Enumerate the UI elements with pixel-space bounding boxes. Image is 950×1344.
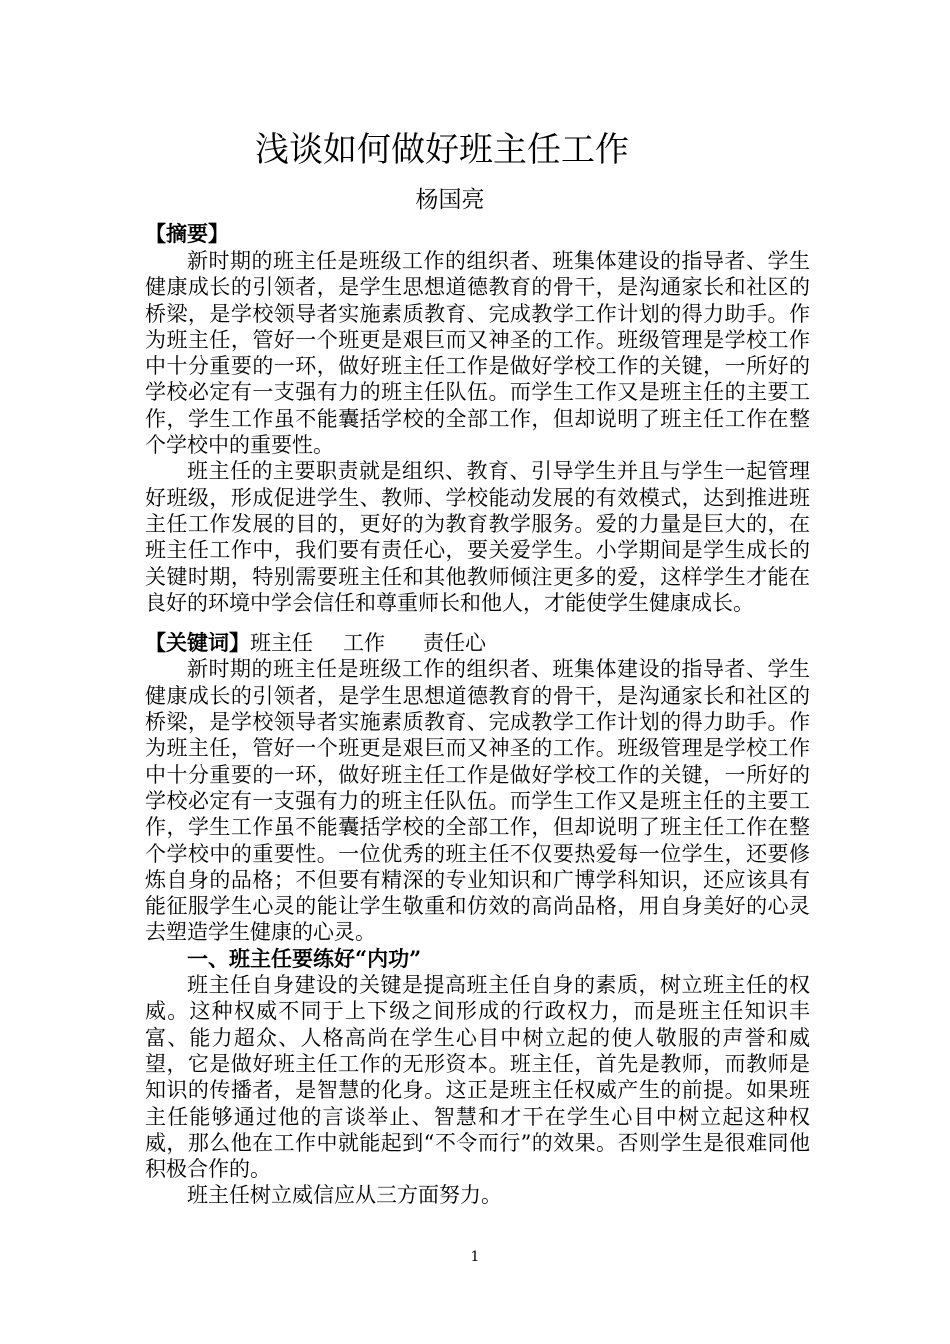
section-1-paragraph-2: 班主任树立威信应从三方面努力。 — [187, 1183, 502, 1208]
keywords-line — [145, 630, 810, 656]
abstract-heading: 【摘要】 — [145, 221, 229, 246]
section-1-paragraph-1: 班主任自身建设的关键是提高班主任自身的素质，树立班主任的权威。这种权威不同于上下级之间形成的行政权力，而是班主任知识丰富、能力超众、人格高尚在学生心目中树立起的使人敬服的声誉和威望，它是做好班主任工作的无形资本。班主任，首先是教师，而教师是知识的传播者，是智慧的化身。这正是班主任权威产生的前提。如果班主任能够通过他的言谈举止、智慧和才干在学生心目中树立起这种权威，那么他在工作中就能起到“不令而行”的效果。否则学生是很难同他积极合作的。 — [145, 973, 810, 1182]
document-title: 浅谈如何做好班主任工作 — [255, 130, 629, 170]
section-1-heading: 一、班主任要练好“内功” — [187, 945, 422, 971]
keyword-1: 班主任 — [250, 631, 313, 656]
page-number: 1 — [470, 1249, 480, 1265]
keywords-label: 【关键词】 — [145, 630, 250, 656]
document-body — [145, 220, 810, 1209]
author-name: 杨国亮 — [415, 187, 485, 213]
keyword-2: 工作 — [343, 631, 385, 656]
abstract-paragraph-2: 班主任的主要职责就是组织、教育、引导学生并且与学生一起管理好班级，形成促进学生、教师、学校能动发展的有效模式，达到推进班主任工作发展的目的，更好的为教育教学服务。爱的力量是巨大的，在班主任工作中，我们要有责任心，要关爱学生。小学期间是学生成长的关键时期，特别需要班主任和其他教师倾注更多的爱，这样学生才能在良好的环境中学会信任和尊重师长和他人，才能使学生健康成长。 — [145, 459, 810, 615]
abstract-paragraph-1: 新时期的班主任是班级工作的组织者、班集体建设的指导者、学生健康成长的引领者，是学生思想道德教育的骨干，是沟通家长和社区的桥梁，是学校领导者实施素质教育、完成教学工作计划的得力助手。作为班主任，管好一个班更是艰巨而又神圣的工作。班级管理是学校工作中十分重要的一环，做好班主任工作是做好学校工作的关键，一所好的学校必定有一支强有力的班主任队伍。而学生工作又是班主任的主要工作，学生工作虽不能囊括学校的全部工作，但却说明了班主任工作在整个学校中的重要性。 — [145, 249, 810, 458]
body-paragraph-1: 新时期的班主任是班级工作的组织者、班集体建设的指导者、学生健康成长的引领者，是学生思想道德教育的骨干，是沟通家长和社区的桥梁，是学校领导者实施素质教育、完成教学工作计划的得力助手。作为班主任，管好一个班更是艰巨而又神圣的工作。班级管理是学校工作中十分重要的一环，做好班主任工作是做好学校工作的关键，一所好的学校必定有一支强有力的班主任队伍。而学生工作又是班主任的主要工作，学生工作虽不能囊括学校的全部工作，但却说明了班主任工作在整个学校中的重要性。一位优秀的班主任不仅要热爱每一位学生，还要修炼自身的品格；不但要有精深的专业知识和广博学科知识，还应该具有能征服学生心灵的能让学生敬重和仿效的高尚品格，用自身美好的心灵去塑造学生健康的心灵。 — [145, 657, 810, 945]
keyword-3: 责任心 — [423, 631, 486, 656]
